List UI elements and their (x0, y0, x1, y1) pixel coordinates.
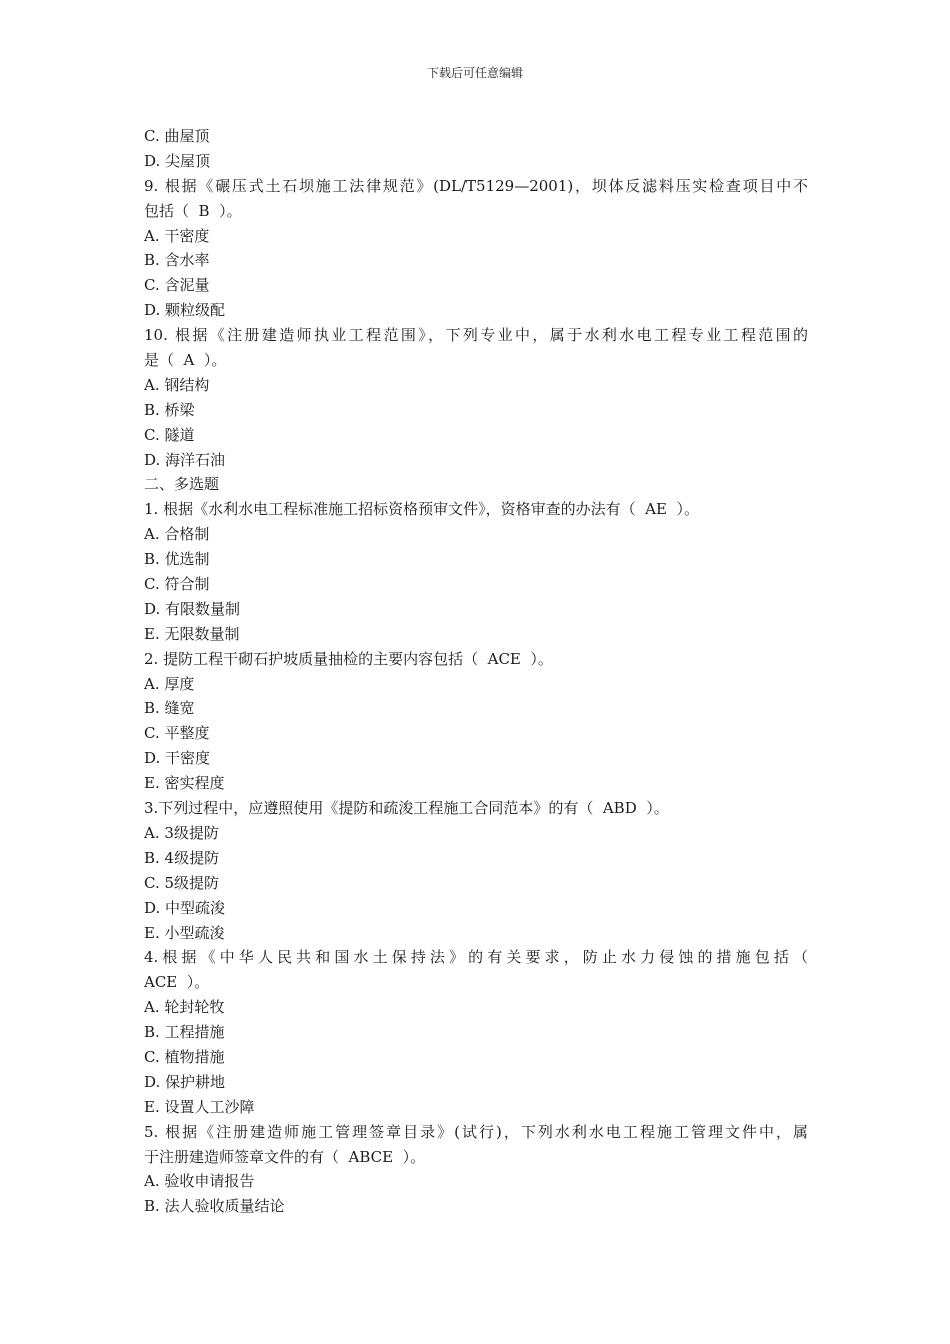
page-header: 下载后可任意编辑 (426, 66, 523, 80)
option-line: C. 符合制 (144, 575, 210, 594)
option-line: C. 隧道 (144, 425, 195, 444)
question-line: 于注册建造师签章文件的有（ ABCE ）。 (144, 1147, 426, 1166)
question-line: 5. 根据《注册建造师施工管理签章目录》(试行)，下列水利水电工程施工管理文件中，属 (144, 1122, 808, 1141)
option-line: B. 优选制 (144, 550, 210, 569)
question-line: 3.下列过程中，应遵照使用《提防和疏浚工程施工合同范本》的有（ ABD ）。 (144, 799, 669, 818)
option-line: A. 合格制 (144, 525, 210, 544)
option-line: A. 3级提防 (144, 823, 219, 842)
document-body (144, 124, 808, 1219)
section-heading: 二、多选题 (144, 475, 220, 494)
option-line: C. 5级提防 (144, 873, 220, 892)
option-line: D. 中型疏浚 (144, 898, 226, 917)
option-line: A. 钢结构 (144, 375, 210, 394)
option-line: A. 验收申请报告 (144, 1172, 255, 1191)
option-line: B. 含水率 (144, 251, 210, 270)
option-line: B. 工程措施 (144, 1023, 225, 1042)
option-line: B. 缝宽 (144, 699, 195, 718)
question-line: 4.根据《中华人民共和国水土保持法》的有关要求，防止水力侵蚀的措施包括（ (144, 948, 808, 967)
question-line: 2. 提防工程干砌石护坡质量抽检的主要内容包括（ ACE ）。 (144, 649, 553, 668)
question-line: 10. 根据《注册建造师执业工程范围》，下列专业中，属于水利水电工程专业工程范围的 (144, 326, 808, 345)
option-line: C. 含泥量 (144, 276, 210, 295)
option-line: C. 植物措施 (144, 1047, 225, 1066)
option-line: D. 海洋石油 (144, 450, 226, 469)
option-line: E. 密实程度 (144, 774, 225, 793)
option-line: E. 设置人工沙障 (144, 1097, 255, 1116)
option-line: E. 小型疏浚 (144, 923, 225, 942)
option-line: B. 法人验收质量结论 (144, 1197, 285, 1216)
option-line: A. 干密度 (144, 226, 210, 245)
option-line: B. 桥梁 (144, 400, 195, 419)
option-line: D. 保护耕地 (144, 1072, 226, 1091)
option-line: D. 尖屋顶 (144, 151, 211, 170)
question-line: 9. 根据《碾压式土石坝施工法律规范》(DL/T5129—2001)，坝体反滤料压实检查项目中不 (144, 176, 808, 195)
option-line: C. 平整度 (144, 724, 210, 743)
question-line: 1. 根据《水利水电工程标准施工招标资格预审文件》，资格审查的办法有（ AE ）。 (144, 500, 699, 519)
option-line: D. 颗粒级配 (144, 301, 226, 320)
option-line: A. 厚度 (144, 674, 195, 693)
option-line: D. 有限数量制 (144, 599, 241, 618)
question-line: 包括（ B ）。 (144, 201, 242, 220)
option-line: E. 无限数量制 (144, 624, 240, 643)
option-line: D. 干密度 (144, 749, 211, 768)
option-line: B. 4级提防 (144, 848, 220, 867)
option-line: C. 曲屋顶 (144, 127, 210, 145)
option-line: A. 轮封轮牧 (144, 998, 225, 1017)
question-line: 是（ A ）。 (144, 351, 227, 370)
question-line: ACE ）。 (144, 973, 210, 992)
